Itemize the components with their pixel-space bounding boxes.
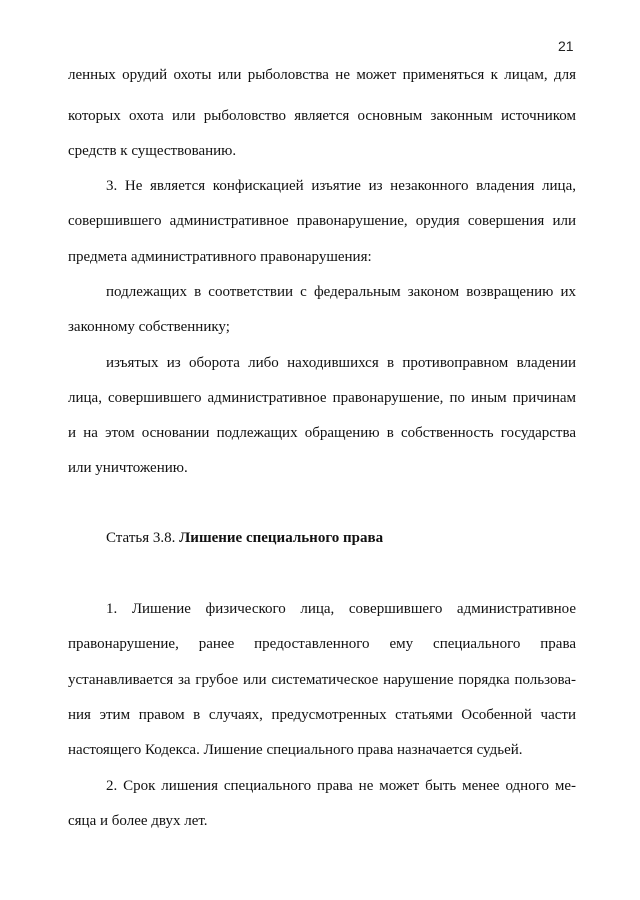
text-line: или уничтожению. — [68, 460, 188, 476]
text-line: устанавливается за грубое или систематическое нарушение порядка пользова- — [68, 672, 576, 688]
text-line: средств к существованию. — [68, 143, 237, 159]
text-line: 3. Не является конфискацией изъятие из незаконного владения лица, — [106, 178, 576, 194]
text-line: правонарушение, ранее предоставленного ему специального права — [68, 636, 576, 652]
article-number: Статья 3.8. — [106, 530, 176, 546]
text-line: предмета административного правонарушения: — [68, 249, 372, 265]
text-line: 1. Лишение физического лица, совершившего административное — [106, 601, 576, 617]
text-line: законному собственнику; — [68, 319, 230, 335]
text-line: и на этом основании подлежащих обращению в собственность государства — [68, 425, 576, 441]
page-number: 21 — [558, 38, 574, 54]
text-line: изъятых из оборота либо находившихся в противоправном владении — [106, 355, 576, 371]
text-line: сяца и более двух лет. — [68, 813, 208, 829]
text-line: которых охота или рыболовство является основным законным источником — [68, 108, 576, 124]
article-title: Лишение специального права — [179, 530, 384, 546]
text-line: совершившего административное правонарушение, орудия совершения или — [68, 213, 576, 229]
text-line: настоящего Кодекса. Лишение специального права назначается судьей. — [68, 742, 523, 758]
text-line: подлежащих в соответствии с федеральным законом возвращению их — [106, 284, 576, 300]
text-line: 2. Срок лишения специального права не может быть менее одного ме- — [106, 778, 576, 794]
text-line: ленных орудий охоты или рыболовства не может применяться к лицам, для — [68, 67, 576, 83]
article-heading — [106, 528, 576, 548]
text-line: лица, совершившего административное правонарушение, по иным причинам — [68, 390, 576, 406]
text-line: ния этим правом в случаях, предусмотренных статьями Особенной части — [68, 707, 576, 723]
